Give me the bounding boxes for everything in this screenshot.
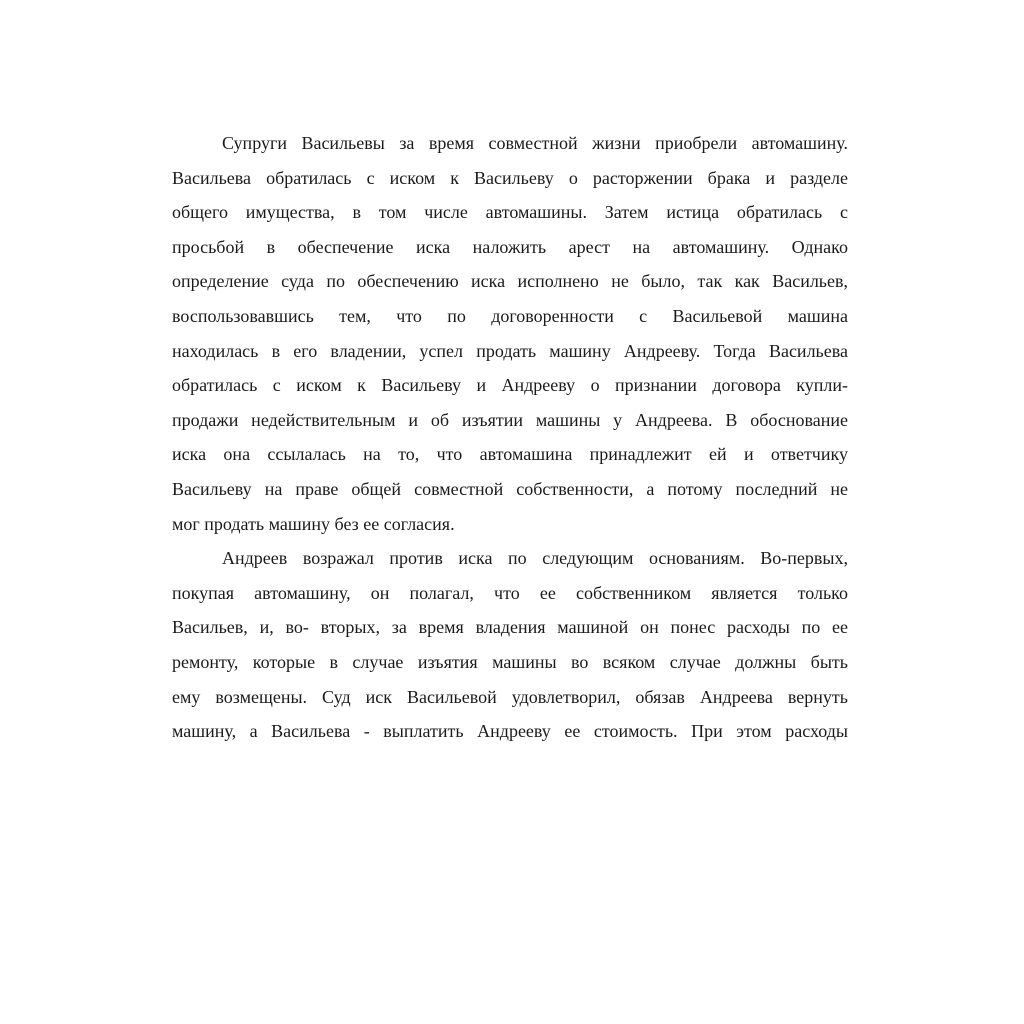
paragraph-line: Андреев возражал против иска по следующим основаниям. Во-первых, xyxy=(222,548,848,569)
paragraph-line: общего имущества, в том числе автомашины. Затем истица обратилась с xyxy=(172,202,848,223)
paragraph-line: обратилась с иском к Васильеву и Андрееву о признании договора купли- xyxy=(172,375,848,396)
paragraph-line: ему возмещены. Суд иск Васильевой удовлетворил, обязав Андреева вернуть xyxy=(172,686,848,707)
paragraph-line: Васильева обратилась с иском к Васильеву о расторжении брака и разделе xyxy=(172,167,848,188)
paragraph-line: воспользовавшись тем, что по договоренности с Васильевой машина xyxy=(172,305,848,326)
paragraph-line: иска она ссылалась на то, что автомашина принадлежит ей и ответчику xyxy=(172,444,848,465)
paragraph-line: определение суда по обеспечению иска исполнено не было, так как Васильев, xyxy=(172,271,848,292)
paragraph-line: ремонту, которые в случае изъятия машины во всяком случае должны быть xyxy=(172,651,848,672)
paragraph-line: Супруги Васильевы за время совместной жизни приобрели автомашину. xyxy=(222,133,848,153)
paragraph-line: находилась в его владении, успел продать машину Андрееву. Тогда Васильева xyxy=(172,340,848,361)
paragraph-line: машину, а Васильева - выплатить Андрееву ее стоимость. При этом расходы xyxy=(172,721,848,742)
paragraph-line: просьбой в обеспечение иска наложить арест на автомашину. Однако xyxy=(172,236,848,257)
paragraph-1 xyxy=(172,126,848,541)
paragraph-2 xyxy=(172,541,848,749)
paragraph-line: продажи недействительным и об изъятии машины у Андреева. В обоснование xyxy=(172,409,848,430)
paragraph-line: мог продать машину без ее согласия. xyxy=(172,513,455,534)
paragraph-line: Васильеву на праве общей совместной собственности, а потому последний не xyxy=(172,478,848,499)
document-text xyxy=(172,126,848,749)
paragraph-line: покупая автомашину, он полагал, что ее собственником является только xyxy=(172,582,848,603)
paragraph-line: Васильев, и, во- вторых, за время владения машиной он понес расходы по ее xyxy=(172,617,848,638)
